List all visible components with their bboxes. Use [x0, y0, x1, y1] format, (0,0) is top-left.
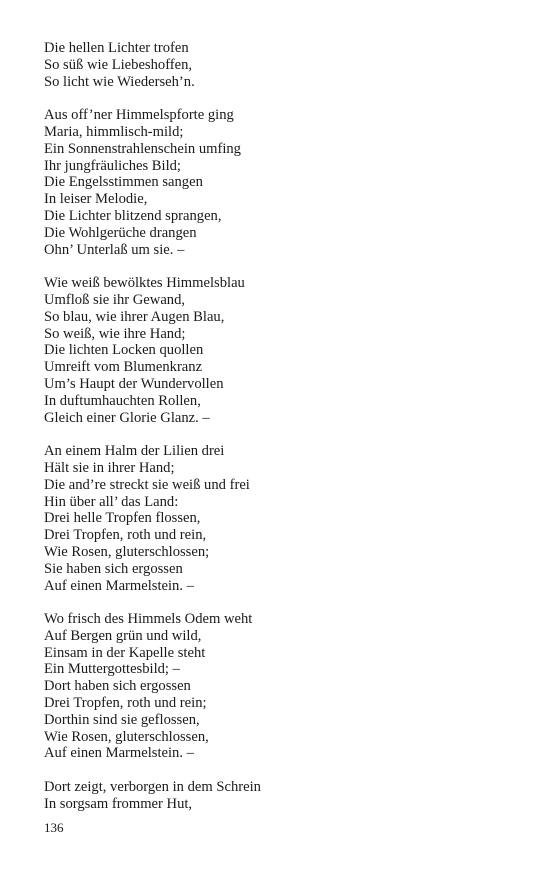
page-number: 136	[44, 820, 64, 835]
poem-line: Hin über all’ das Land:	[44, 493, 179, 510]
poem-line: Aus off’ner Himmelspforte ging	[44, 107, 234, 124]
poem-line: So weiß, wie ihre Hand;	[44, 325, 186, 342]
poem-line: Die Wohlgerüche drangen	[44, 224, 197, 241]
poem-line: Umfloß sie ihr Gewand,	[44, 291, 186, 308]
poem-line: Drei Tropfen, roth und rein;	[44, 695, 207, 712]
poem-line: Die hellen Lichter trofen	[44, 40, 189, 56]
poem-line: So blau, wie ihrer Augen Blau,	[44, 308, 225, 325]
stanza-2	[44, 107, 514, 258]
poem-line: Wo frisch des Himmels Odem weht	[44, 611, 253, 628]
poem-line: Die lichten Locken quollen	[44, 342, 204, 359]
poem-line: Sie haben sich ergossen	[44, 560, 183, 577]
poem-line: Hält sie in ihrer Hand;	[44, 459, 175, 476]
poem-line: Die Engelsstimmen sangen	[44, 174, 203, 191]
stanza-5	[44, 611, 514, 762]
poem-line: Wie weiß bewölktes Himmelsblau	[44, 275, 245, 292]
poem-body	[44, 40, 514, 829]
poem-line: Maria, himmlisch-mild;	[44, 123, 184, 140]
poem-line: In duftumhauchten Rollen,	[44, 392, 201, 409]
poem-line: Um’s Haupt der Wundervollen	[44, 375, 224, 392]
poem-line: Drei helle Tropfen flossen,	[44, 510, 201, 527]
stanza-6	[44, 779, 514, 813]
poem-line: Die Lichter blitzend sprangen,	[44, 207, 222, 224]
poem-line: Umreift vom Blumenkranz	[44, 359, 203, 376]
stanza-4	[44, 443, 514, 594]
poem-line: Dort haben sich ergossen	[44, 678, 191, 695]
stanza-1	[44, 40, 514, 90]
poem-line: In leiser Melodie,	[44, 191, 148, 208]
poem-line: Einsam in der Kapelle steht	[44, 644, 206, 661]
poem-line: Ihr jungfräuliches Bild;	[44, 157, 181, 174]
poem-line: Dorthin sind sie geflossen,	[44, 711, 200, 728]
poem-line: Wie Rosen, gluterschlossen,	[44, 728, 209, 745]
poem-line: So süß wie Liebeshoffen,	[44, 56, 193, 73]
poem-line: Ohn’ Unterlaß um sie. –	[44, 241, 185, 258]
poem-line: Drei Tropfen, roth und rein,	[44, 527, 207, 544]
poem-line: Wie Rosen, gluterschlossen;	[44, 543, 210, 560]
poem-line: In sorgsam frommer Hut,	[44, 795, 193, 812]
poem-line: Auf Bergen grün und wild,	[44, 627, 202, 644]
poem-line: Ein Sonnenstrahlenschein umfing	[44, 140, 241, 157]
poem-line: Die and’re streckt sie weiß und frei	[44, 476, 250, 493]
stanza-3	[44, 275, 514, 426]
poem-line: Gleich einer Glorie Glanz. –	[44, 409, 210, 426]
poem-line: So licht wie Wiederseh’n.	[44, 73, 195, 90]
poem-line: Auf einen Marmelstein. –	[44, 745, 194, 762]
poem-line: Auf einen Marmelstein. –	[44, 577, 194, 594]
poem-line: Ein Muttergottesbild; –	[44, 661, 180, 678]
poem-line: An einem Halm der Lilien drei	[44, 443, 225, 460]
poem-line: Dort zeigt, verborgen in dem Schrein	[44, 779, 261, 796]
